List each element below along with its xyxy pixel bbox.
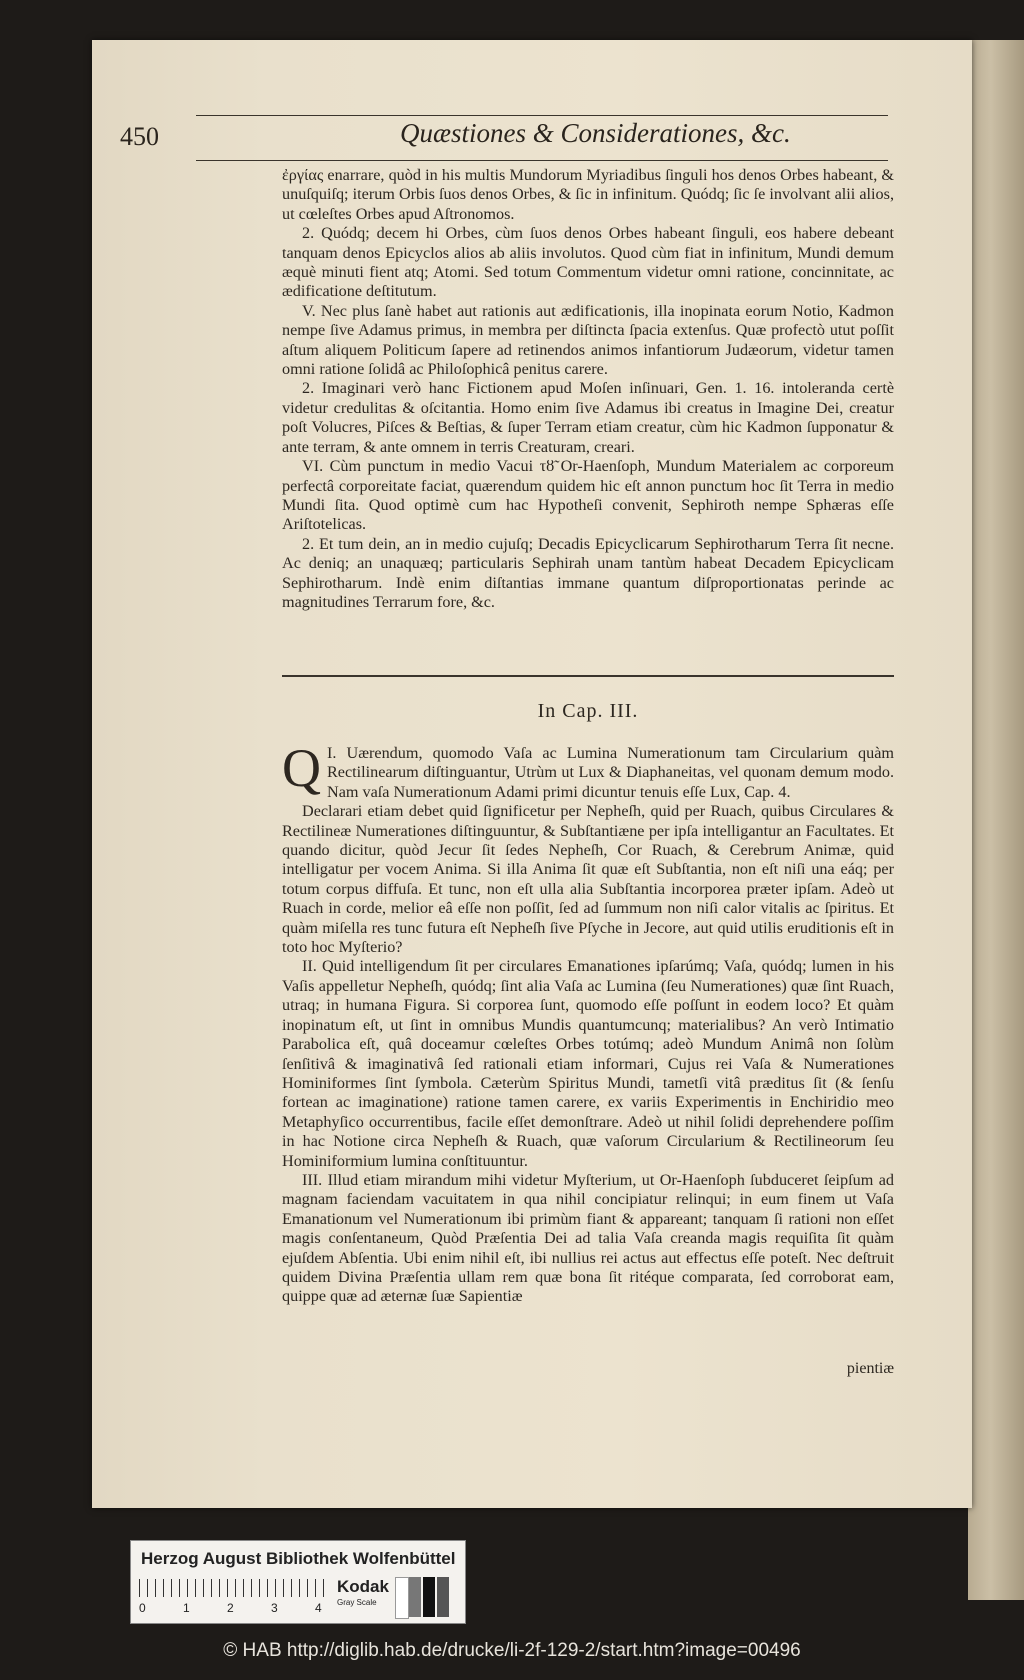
copyright-footer: © HAB http://diglib.hab.de/drucke/li-2f-129-2/start.htm?image=00496	[223, 1640, 801, 1661]
scale-number: 1	[183, 1601, 190, 1615]
gray-swatch	[395, 1577, 409, 1619]
scale-number: 3	[271, 1601, 278, 1615]
header-top-rule	[196, 115, 888, 116]
paragraph: II. Quid intelligendum ſit per circulares Emanationes ipſarúmq; Vaſa, quódq; lumen in his Vaſis appelletur Nepheſh, quódq; ſint alia Vaſa ac Lumina (ſeu Numerationes) quæ ſint Ruach, utraq; in humana Figura. Si corporea ſunt, quomodo eſſe poſſunt in eodem loco? Et quàm inopinatum eſt, ut ſint in omnibus Mundis quantumcunq; materialibus? An verò Intimatio Parabolica eſt, quâ doceamur cœleſtes Orbes totúmq; adeò Mundum Animâ non ſolùm ſenſitivâ & imaginativâ ſed rationali etiam informari, Cujus rei Vaſa & Numerationes Hominiformes ſint ſymbola. Cæterùm Spiritus Mundi, tametſi vitâ præditus ſit (& ſenſu fortean ac imaginatione) ratione tamen carere, ex variis Experimentis in Enchiridio meo Metaphyſico occurrentibus, facile eſſet demonſtrare. Adeò ut nihil ſolidi deprehendere poſſim in hac Notione circa Nepheſh & Ruach, quæ vaſorum Circularium & Rectilineorum ſeu Hominiformium lumina conſtituuntur.	[282, 957, 894, 1170]
section-divider	[282, 675, 894, 677]
header-bottom-rule	[196, 160, 888, 161]
paragraph: Declarari etiam debet quid ſignificetur per Nepheſh, quid per Ruach, quibus Circulares & Rectilineæ Numerationes diſtinguuntur, & Subſtantiæne per ipſa intelligantur an Facultates. Et quando dicitur, quòd Jecur ſit ſedes Nepheſh, Cor Ruach, & Cerebrum Animæ, quid intelligatur per vocem Anima. Si illa Anima ſit quæ eſt Subſtantia, non eſt niſi una eáq; per totum corpus diffuſa. Et tunc, non eſt ulla alia Subſtantia incorporea præter ipſam. Adeò ut Ruach in corde, melior eâ eſſe non poſſit, ſed ad ſummum non niſi calor vitalis ac ſpiritus. Et quàm miſella res tunc futura eſt Nepheſh ſive Pſyche in Jecore, aut quid utilis eruditionis eſt in toto hoc Myſterio?	[282, 802, 894, 957]
gray-swatch	[437, 1577, 449, 1617]
paragraph: VI. Cùm punctum in medio Vacui τȣ̃ Or-Haenſoph, Mundum Materialem ac corporeum perfectâ corporeitate faciat, quærendum quidem hic eſt annon punctum hoc ſit Terra in medio Mundi ſita. Quod optimè cum hac Hypotheſi convenit, Sephiroth nempe Sphæras eſſe Ariſtotelicas.	[282, 457, 894, 534]
paragraph: I. Uærendum, quomodo Vaſa ac Lumina Numerationum tam Circularium quàm Rectilinearum diſtinguantur, Utrùm ut Lux & Diaphaneitas, vel quonam demum modo. Nam vaſa Numerationum Adami primi dicuntur tenuis eſſe Lux, Cap. 4.	[327, 744, 894, 801]
paragraph: 2. Quódq; decem hi Orbes, cùm ſuos denos Orbes habeant ſinguli, eos habere debeant tanquam denos Epicyclos alios ab aliis involutos. Quod cùm fiat in infinitum, Mundi demum æquè minuti fient atq; Atomi. Sed totum Commentum videtur omni ratione, concinnitate, ac ædificatione deſtitutum.	[282, 224, 894, 301]
color-target	[130, 1540, 466, 1624]
paragraph: V. Nec plus ſanè habet aut rationis aut ædificationis, illa inopinata eorum Notio, Kadmon nempe ſive Adamus primus, in membra per diſtincta ſpacia extenſus. Quæ profectò utut poſſit aſtum aliquem Politicum ſapere ad retinendos animos infantiorum Judæorum, videtur tamen omni ratione ſolidâ ac Philoſophicâ penitus carere.	[282, 301, 894, 379]
paragraph: 2. Et tum dein, an in medio cujuſq; Decadis Epicyclicarum Sephirotharum Terra ſit necne. Ac deniq; an unaquæq; particularis Sephirah unam tantùm habeat Decadem Epicyclicam Sephirotharum. Indè enim diſtantias immane quantum diſproportionatas perinde ac magnitudines Terrarum fore, &c.	[282, 534, 894, 611]
running-title: Quæstiones & Considerationes, &c.	[400, 118, 791, 148]
paragraph: 2. Imaginari verò hanc Fictionem apud Moſen inſinuari, Gen. 1. 16. intoleranda certè videtur credulitas & oſcitantia. Homo enim ſive Adamus ibi creatus in Imagine Dei, creatur poſt Volucres, Piſces & Beſtias, & ſuper Terram etiam creatur, cùm hic Kadmon ſupponatur & ante terram, & ante omnem in terris Creaturam, creari.	[282, 379, 894, 456]
gray-swatch	[423, 1577, 435, 1617]
target-title: Herzog August Bibliothek Wolfenbüttel	[141, 1549, 456, 1568]
kodak-logo: Kodak	[337, 1577, 389, 1596]
paragraph: III. Illud etiam mirandum mihi videtur Myſterium, ut Or-Haenſoph ſubduceret ſeipſum ad magnam faciendam vacuitatem in qua nihil concipiatur relinqui; in eum finem ut Vaſa Emanationum vel Numerationum ibi primùm fiant & appareant; tanquam ſi rationi non eſſet magis conſentaneum, Quòd Præſentia Dei ad talia Vaſa creanda magis requiſita ſit quàm ejuſdem Abſentia. Ubi enim nihil eſt, ibi nullius rei actus aut effectus eſſe poteſt. Nec deſtruit quidem Divina Præſentia ullam rem quæ bona ſit ritéque comparata, ſed corroborat eam, quippe quæ ad æternæ ſuæ Sapientiæ	[282, 1170, 894, 1306]
scale-ruler	[139, 1579, 329, 1597]
chapter-heading: In Cap. III.	[537, 700, 639, 722]
page-number: 450	[120, 122, 159, 151]
adjacent-page-edge	[968, 40, 1024, 1600]
drop-cap: Q	[282, 738, 321, 798]
scale-number: 0	[139, 1601, 146, 1615]
paragraph: ἐργίας enarrare, quòd in his multis Mundorum Myriadibus ſinguli hos denos Orbes habeant, & unuſquiſq; iterum Orbis ſuos denos Orbes, & ſic in infinitum. Quódq; ſic ſe involvant alii alios, ut cœleſtes Orbes apud Aſtronomos.	[282, 166, 894, 223]
catchword: pientiæ	[846, 1360, 894, 1377]
gray-swatch	[409, 1577, 421, 1617]
scale-number: 4	[315, 1601, 322, 1615]
gray-scale-label: Gray Scale	[337, 1598, 377, 1607]
chapter-text-block	[282, 738, 894, 1307]
top-text-block	[282, 166, 894, 612]
scale-number: 2	[227, 1601, 234, 1615]
scale-numbers	[139, 1601, 329, 1617]
